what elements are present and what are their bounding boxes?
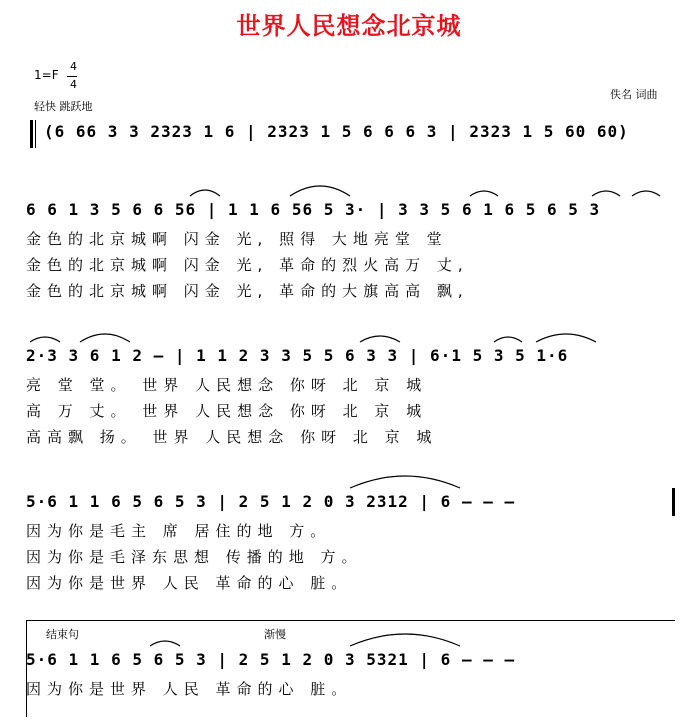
ending-lyric: 因为你是世界 人民 革命的心 脏。 [26, 680, 353, 698]
system2-lyric-2: 高 万 丈。 世界 人民想念 你呀 北 京 城 [26, 402, 428, 420]
ending-notes: 5·6 1 1 6 5 6 5 3 | 2 5 1 2 0 3 5321 | 6 – – – [26, 650, 516, 669]
system2-lyric-1: 亮 堂 堂。 世界 人民想念 你呀 北 京 城 [26, 376, 428, 394]
system1-lyric-1: 金色的北京城啊 闪金 光, 照得 大地亮堂 堂 [26, 230, 448, 248]
system1-lyric-2: 金色的北京城啊 闪金 光, 革命的烈火高万 丈, [26, 256, 469, 274]
intro-notes: (6 66 3 3 2323 1 6 | 2323 1 5 6 6 6 3 | 2323 1 5 60 60) [44, 122, 629, 141]
system1-lyric-3: 金色的北京城啊 闪金 光, 革命的大旗高高 飘, [26, 282, 469, 300]
system3-lyric-2: 因为你是毛泽东思想 传播的地 方。 [26, 548, 363, 566]
ending-label: 结束句 [46, 628, 79, 641]
author-credit: 佚名 词曲 [610, 88, 658, 101]
system3-lyric-1: 因为你是毛主 席 居住的地 方。 [26, 522, 332, 540]
time-signature-top: 4 [70, 60, 77, 73]
system3-lyric-3: 因为你是世界 人民 革命的心 脏。 [26, 574, 353, 592]
tempo-marking: 轻快 跳跃地 [34, 100, 93, 113]
key-signature: 1=F [34, 68, 59, 82]
system2-notes: 2·3 3 6 1 2 – | 1 1 2 3 3 5 5 6 3 3 | 6·1 5 3 5 1·6 [26, 346, 569, 365]
ritardando-marking: 渐慢 [264, 628, 286, 641]
system2-lyric-3: 高高飘 扬。 世界 人民想念 你呀 北 京 城 [26, 428, 438, 446]
time-signature-bottom: 4 [70, 78, 77, 91]
system3-notes: 5·6 1 1 6 5 6 5 3 | 2 5 1 2 0 3 2312 | 6 – – – [26, 492, 516, 511]
song-title: 世界人民想念北京城 [236, 11, 462, 40]
system1-notes: 6 6 1 3 5 6 6 56 | 1 1 6 56 5 3· | 3 3 5 6 1 6 5 6 5 3 [26, 200, 601, 219]
